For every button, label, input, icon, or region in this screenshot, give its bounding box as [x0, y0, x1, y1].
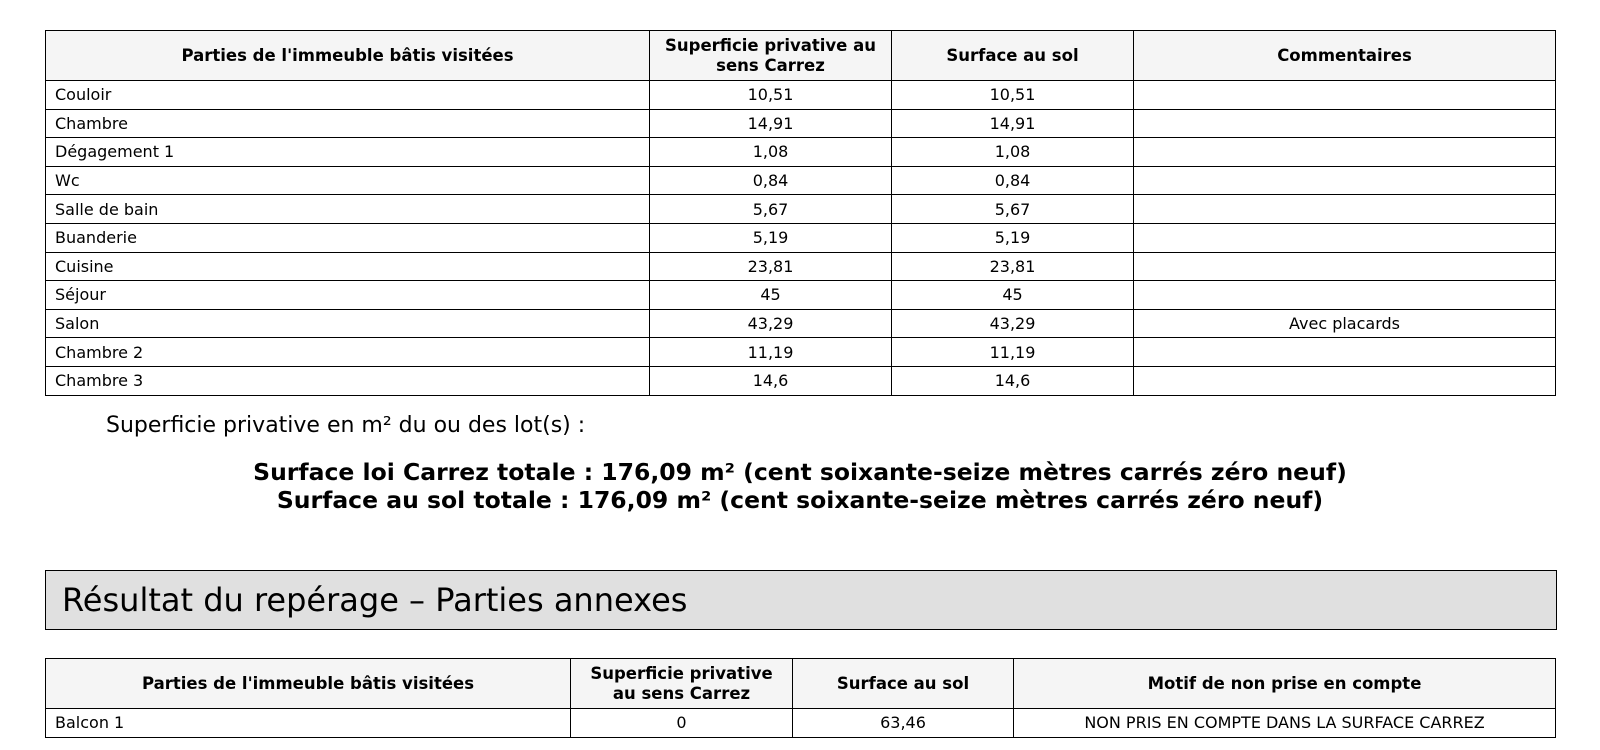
cell-part: Cuisine — [46, 252, 650, 281]
cell-carrez: 45 — [650, 281, 892, 310]
cell-part: Balcon 1 — [46, 709, 571, 738]
cell-ground: 10,51 — [892, 81, 1134, 110]
cell-part: Chambre — [46, 109, 650, 138]
table-row — [46, 223, 1556, 252]
header-ground: Surface au sol — [793, 659, 1014, 709]
header-part: Parties de l'immeuble bâtis visitées — [46, 659, 571, 709]
table-row — [46, 138, 1556, 167]
cell-ground: 0,84 — [892, 166, 1134, 195]
header-reason: Motif de non prise en compte — [1014, 659, 1556, 709]
cell-comment — [1134, 138, 1556, 167]
summary-label: Superficie privative en m² du ou des lot(s) : — [106, 413, 586, 438]
annex-section-title: Résultat du repérage – Parties annexes — [45, 570, 1557, 630]
cell-ground: 11,19 — [892, 338, 1134, 367]
cell-part: Wc — [46, 166, 650, 195]
table-row — [46, 109, 1556, 138]
cell-ground: 14,91 — [892, 109, 1134, 138]
ground-total: Surface au sol totale : 176,09 m² (cent soixante-seize mètres carrés zéro neuf) — [276, 486, 1324, 514]
cell-carrez: 43,29 — [650, 309, 892, 338]
cell-comment — [1134, 81, 1556, 110]
table-row — [46, 309, 1556, 338]
annex-surface-table — [45, 658, 1556, 738]
cell-ground: 5,19 — [892, 223, 1134, 252]
totals-block — [45, 458, 1555, 514]
cell-ground: 14,6 — [892, 366, 1134, 395]
cell-comment — [1134, 281, 1556, 310]
cell-carrez: 14,6 — [650, 366, 892, 395]
table-row — [46, 366, 1556, 395]
cell-ground: 23,81 — [892, 252, 1134, 281]
table-row — [46, 166, 1556, 195]
table-row — [46, 252, 1556, 281]
cell-carrez: 14,91 — [650, 109, 892, 138]
cell-ground: 1,08 — [892, 138, 1134, 167]
cell-part: Chambre 2 — [46, 338, 650, 367]
cell-comment — [1134, 223, 1556, 252]
table-row — [46, 338, 1556, 367]
cell-carrez: 0 — [571, 709, 793, 738]
table-header-row — [46, 659, 1556, 709]
main-surface-table — [45, 30, 1556, 396]
cell-comment: Avec placards — [1134, 309, 1556, 338]
table-row — [46, 281, 1556, 310]
header-comments: Commentaires — [1134, 31, 1556, 81]
cell-ground: 5,67 — [892, 195, 1134, 224]
header-ground: Surface au sol — [892, 31, 1134, 81]
header-part: Parties de l'immeuble bâtis visitées — [46, 31, 650, 81]
cell-comment — [1134, 195, 1556, 224]
cell-part: Buanderie — [46, 223, 650, 252]
carrez-total: Surface loi Carrez totale : 176,09 m² (cent soixante-seize mètres carrés zéro neuf) — [253, 458, 1347, 486]
cell-comment — [1134, 109, 1556, 138]
cell-part: Séjour — [46, 281, 650, 310]
table-header-row — [46, 31, 1556, 81]
cell-part: Couloir — [46, 81, 650, 110]
cell-reason: NON PRIS EN COMPTE DANS LA SURFACE CARREZ — [1014, 709, 1556, 738]
cell-ground: 63,46 — [793, 709, 1014, 738]
cell-ground: 45 — [892, 281, 1134, 310]
header-carrez: Superficie privative au sens Carrez — [650, 31, 892, 81]
table-row — [46, 195, 1556, 224]
cell-carrez: 5,19 — [650, 223, 892, 252]
header-carrez: Superficie privative au sens Carrez — [571, 659, 793, 709]
cell-part: Chambre 3 — [46, 366, 650, 395]
table-row — [46, 81, 1556, 110]
cell-ground: 43,29 — [892, 309, 1134, 338]
cell-carrez: 10,51 — [650, 81, 892, 110]
cell-comment — [1134, 252, 1556, 281]
cell-carrez: 0,84 — [650, 166, 892, 195]
cell-part: Salle de bain — [46, 195, 650, 224]
cell-comment — [1134, 366, 1556, 395]
cell-carrez: 23,81 — [650, 252, 892, 281]
cell-part: Dégagement 1 — [46, 138, 650, 167]
cell-carrez: 5,67 — [650, 195, 892, 224]
cell-carrez: 1,08 — [650, 138, 892, 167]
cell-comment — [1134, 166, 1556, 195]
cell-comment — [1134, 338, 1556, 367]
cell-carrez: 11,19 — [650, 338, 892, 367]
table-row — [46, 709, 1556, 738]
cell-part: Salon — [46, 309, 650, 338]
